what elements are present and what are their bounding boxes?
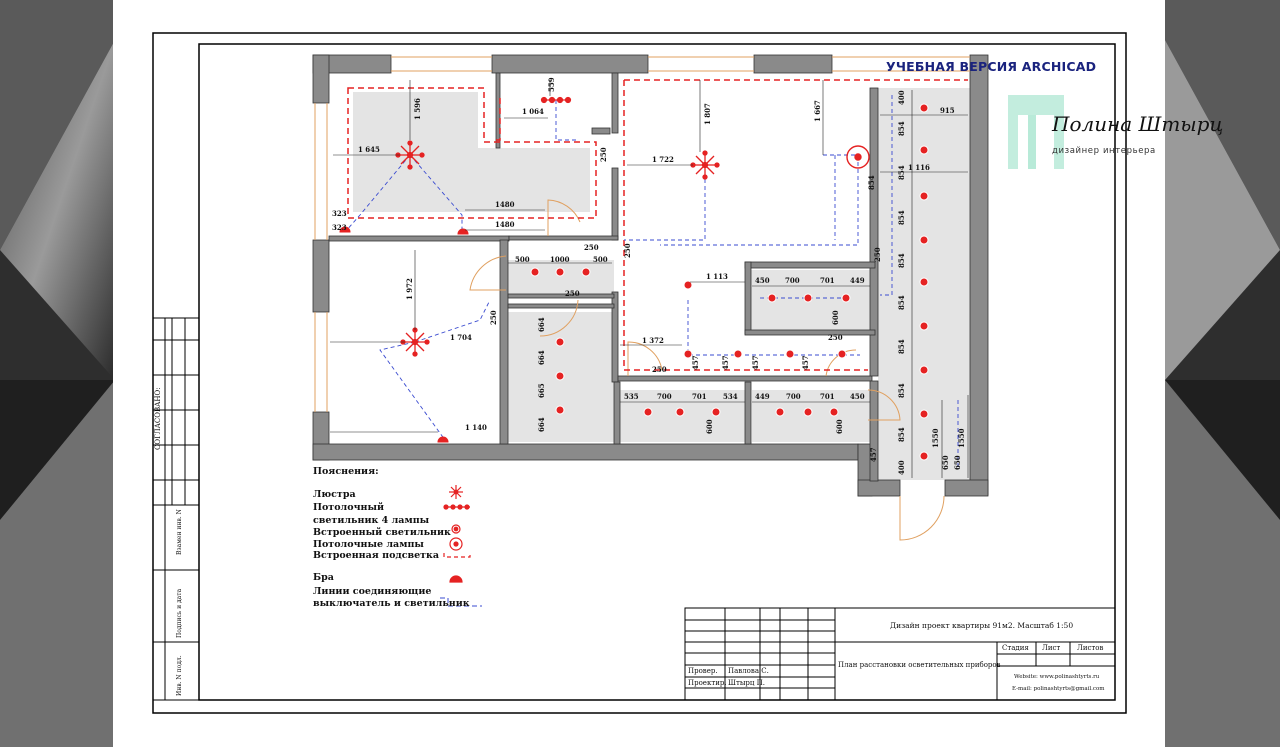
svg-text:1 113: 1 113 xyxy=(706,272,728,281)
svg-text:854: 854 xyxy=(897,210,906,225)
svg-text:1 807: 1 807 xyxy=(703,103,712,125)
svg-text:854: 854 xyxy=(897,121,906,136)
legend-item-ceiling-lamps: Потолочные лампы xyxy=(313,539,424,550)
legend-item-lines-b: выключатель и светильник xyxy=(313,598,470,609)
svg-text:701: 701 xyxy=(692,392,707,401)
designer-name: Штырц П. xyxy=(728,679,765,687)
svg-text:534: 534 xyxy=(723,392,738,401)
svg-text:854: 854 xyxy=(897,165,906,180)
svg-text:457: 457 xyxy=(869,447,878,462)
side-stamp-col2: Подпись и дата xyxy=(176,588,183,638)
svg-text:457: 457 xyxy=(801,355,810,370)
svg-text:500: 500 xyxy=(593,255,608,264)
svg-text:250: 250 xyxy=(565,289,580,298)
svg-text:1550: 1550 xyxy=(957,428,966,448)
svg-text:650: 650 xyxy=(941,455,950,470)
legend-item-ceiling-4: Потолочный xyxy=(313,502,385,513)
watermark-text: УЧЕБНАЯ ВЕРСИЯ ARCHICAD xyxy=(886,59,1097,74)
sconce-icon xyxy=(340,227,468,442)
legend-title: Пояснения: xyxy=(313,466,379,477)
svg-text:400: 400 xyxy=(897,460,906,475)
svg-text:500: 500 xyxy=(515,255,530,264)
side-stamp-agreed: СОГЛАСОВАНО: xyxy=(154,387,162,450)
svg-text:600: 600 xyxy=(835,419,844,434)
legend-item-sconce: Бра xyxy=(313,572,334,583)
logo-subtitle: дизайнер интерьера xyxy=(1052,146,1156,156)
svg-text:600: 600 xyxy=(831,310,840,325)
svg-text:915: 915 xyxy=(940,106,955,115)
svg-text:449: 449 xyxy=(850,276,865,285)
svg-text:1 596: 1 596 xyxy=(413,98,422,120)
svg-text:701: 701 xyxy=(820,392,835,401)
svg-text:664: 664 xyxy=(537,350,546,365)
svg-text:1480: 1480 xyxy=(495,200,515,209)
legend-item-lines: Линии соединяющие xyxy=(313,586,432,597)
svg-text:250: 250 xyxy=(828,333,843,342)
svg-text:250: 250 xyxy=(599,147,608,162)
svg-text:400: 400 xyxy=(897,90,906,105)
legend-item-recessed: Встроенный светильник xyxy=(313,527,451,538)
svg-text:665: 665 xyxy=(537,383,546,398)
sheet-title: План расстановки осветительных приборов xyxy=(838,661,1001,669)
svg-text:250: 250 xyxy=(489,310,498,325)
svg-text:1000: 1000 xyxy=(550,255,570,264)
svg-text:700: 700 xyxy=(785,276,800,285)
svg-text:1 116: 1 116 xyxy=(908,163,930,172)
legend-item-led: Встроенная подсветка xyxy=(313,550,440,561)
sheet-label: Лист xyxy=(1042,644,1061,652)
svg-text:450: 450 xyxy=(755,276,770,285)
svg-text:854: 854 xyxy=(897,427,906,442)
svg-text:457: 457 xyxy=(691,355,700,370)
legend-item-ceiling-4b: светильник 4 лампы xyxy=(313,515,430,526)
svg-text:701: 701 xyxy=(820,276,835,285)
logo-name: Полина Штырц xyxy=(1052,112,1224,136)
svg-text:250: 250 xyxy=(584,243,599,252)
website-text: Website: www.polinashtyrts.ru xyxy=(1014,674,1100,680)
designer-label: Проектир. xyxy=(688,679,727,687)
svg-text:600: 600 xyxy=(705,419,714,434)
sheets-label: Листов xyxy=(1077,644,1104,652)
svg-text:1 667: 1 667 xyxy=(813,100,822,122)
svg-text:250: 250 xyxy=(652,365,667,374)
email-text: E-mail: polinashtyrts@gmail.com xyxy=(1012,686,1105,692)
svg-text:854: 854 xyxy=(897,383,906,398)
svg-text:457: 457 xyxy=(721,355,730,370)
side-stamp xyxy=(153,318,199,700)
svg-text:323: 323 xyxy=(332,209,347,218)
checked-name: Павлова С. xyxy=(728,667,769,675)
svg-text:1 972: 1 972 xyxy=(405,278,414,300)
svg-text:664: 664 xyxy=(537,317,546,332)
svg-text:664: 664 xyxy=(537,417,546,432)
checked-label: Провер. xyxy=(688,667,718,675)
project-title: Дизайн проект квартиры 91м2. Масштаб 1:50 xyxy=(890,621,1074,630)
svg-text:250: 250 xyxy=(623,243,632,258)
svg-text:1 140: 1 140 xyxy=(465,423,487,432)
svg-text:854: 854 xyxy=(897,295,906,310)
svg-text:700: 700 xyxy=(786,392,801,401)
svg-text:250: 250 xyxy=(873,247,882,262)
side-stamp-col3: Инв. N подл. xyxy=(176,655,183,696)
svg-text:1 722: 1 722 xyxy=(652,155,674,164)
svg-text:450: 450 xyxy=(850,392,865,401)
svg-text:1 064: 1 064 xyxy=(522,107,544,116)
svg-text:457: 457 xyxy=(751,355,760,370)
svg-text:559: 559 xyxy=(547,77,556,92)
svg-text:854: 854 xyxy=(867,175,876,190)
svg-text:1550: 1550 xyxy=(931,428,940,448)
svg-text:323: 323 xyxy=(332,223,347,232)
svg-text:854: 854 xyxy=(897,253,906,268)
stage-label: Стадия xyxy=(1002,644,1029,652)
svg-text:854: 854 xyxy=(897,339,906,354)
svg-text:700: 700 xyxy=(657,392,672,401)
side-stamp-col1: Взамен инв. N xyxy=(176,509,183,555)
svg-text:1 645: 1 645 xyxy=(358,145,380,154)
legend-item-chandelier: Люстра xyxy=(313,489,356,500)
svg-text:1 372: 1 372 xyxy=(642,336,664,345)
svg-text:1 704: 1 704 xyxy=(450,333,472,342)
svg-text:650: 650 xyxy=(953,455,962,470)
svg-text:535: 535 xyxy=(624,392,639,401)
svg-text:449: 449 xyxy=(755,392,770,401)
svg-text:1480: 1480 xyxy=(495,220,515,229)
